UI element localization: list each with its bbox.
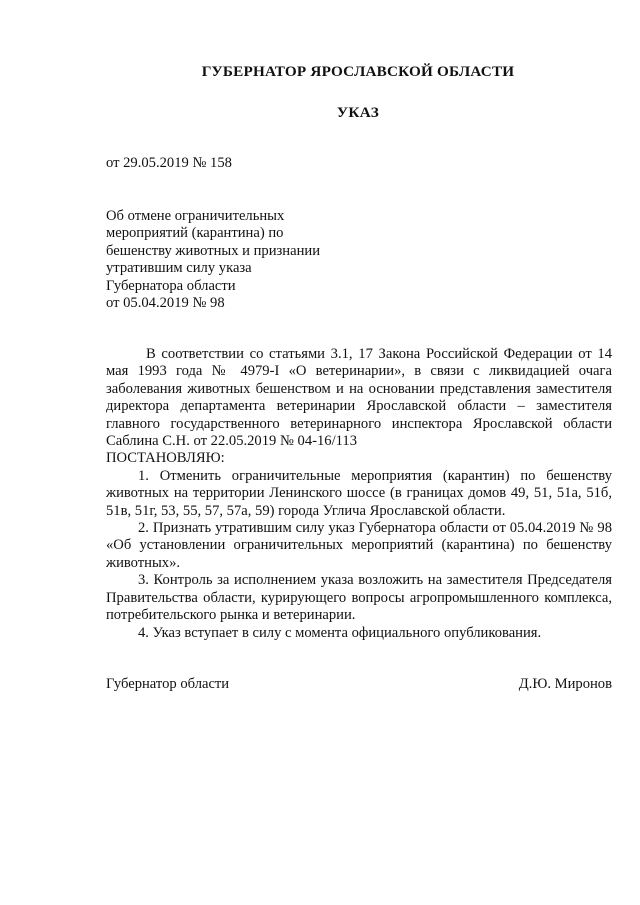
issuing-authority-heading: ГУБЕРНАТОР ЯРОСЛАВСКОЙ ОБЛАСТИ	[201, 63, 515, 80]
decree-subject	[106, 208, 366, 312]
decree-date-number: от 29.05.2019 № 158	[106, 155, 232, 171]
subject-line: бешенству животных и признании	[106, 242, 321, 259]
signatory-position: Губернатор области	[106, 676, 230, 692]
subject-line: утратившим силу указа	[106, 260, 252, 277]
subject-line: Об отмене ограничительных	[106, 208, 285, 224]
subject-line: Губернатора области	[106, 277, 236, 294]
decree-item-1: 1. Отменить ограничительные мероприятия (карантин) по бешенству животных на территории Ленинского шоссе (в границах домов 49, 51, 51а, 51б, 51в, 51г, 53, 55, 57, 57а, 59) города Углича Ярославской области.	[106, 467, 612, 519]
preamble-paragraph: В соответствии со статьями 3.1, 17 Закона Российской Федерации от 14 мая 1993 года № 4979-I «О ветеринарии», в связи с ликвидацией очага заболевания животных бешенством и на основании представления заместителя директора департамента ветеринарии Ярославской области – заместителя главного государственного ветеринарного инспектора Ярославской области Саблина С.Н. от 22.05.2019 № 04-16/113	[106, 346, 612, 450]
decree-item-4: 4. Указ вступает в силу с момента официального опубликования.	[138, 624, 542, 641]
decree-item-3: 3. Контроль за исполнением указа возложить на заместителя Председателя Правительства области, курирующего вопросы агропромышленного комплекса, потребительского рынка и ветеринарии.	[106, 572, 612, 624]
document-type-heading: УКАЗ	[336, 104, 380, 121]
subject-line: мероприятий (карантина) по	[106, 225, 284, 242]
decree-keyword: ПОСТАНОВЛЯЮ:	[106, 450, 225, 467]
subject-line: от 05.04.2019 № 98	[106, 295, 225, 312]
signatory-name: Д.Ю. Миронов	[518, 676, 612, 692]
decree-item-2: 2. Признать утратившим силу указ Губернатора области от 05.04.2019 № 98 «Об установлении ограничительных мероприятий (карантина) по бешенству животных».	[106, 520, 612, 571]
decree-body	[106, 346, 612, 642]
